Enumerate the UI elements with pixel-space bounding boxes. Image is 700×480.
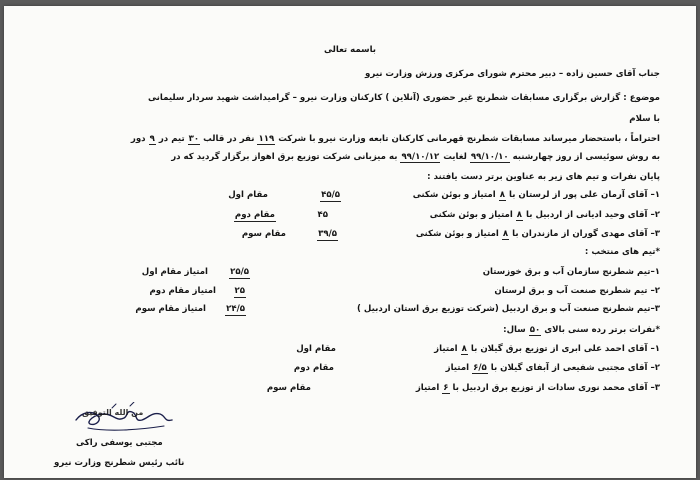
team-place: امتیاز مقام دوم [149,286,216,296]
signer-name: مجتبی یوسفی راکی [76,438,163,448]
teams-heading: *تیم های منتخب : [584,247,660,257]
individual-place: مقام دوم [234,210,275,220]
round-count: ۹ [149,134,155,144]
team-place: امتیاز مقام سوم [135,304,206,314]
individual-label: ۲– آقای وحید ادیانی از اردبیل با ۸ امتیاز و بوئن شکنی [429,210,660,220]
team-score: ۲۴/۵ [226,304,245,314]
team-score: ۲۵/۵ [230,267,249,277]
body-line-2: به روش سوئیسی از روز چهارشنبه ۹۹/۱۰/۱۰ لغایت ۹۹/۱۰/۱۲ به میزبانی شرکت توزیع برق اهواز برگزار گردید که در [171,152,660,162]
letter-page [4,6,696,478]
greeting: با سلام [629,114,660,124]
individual-label: ۱– آقای آرمان علی پور از لرستان با ۸ امتیاز و بوئن شکنی [412,190,660,200]
senior-place: مقام اول [296,344,336,354]
senior-row [4,382,696,396]
individual-label: ۳– آقای مهدی گوران از مازندران با ۸ امتیاز و بوئن شکنی [415,229,660,239]
senior-age: ۵۰ [529,325,541,335]
body-line-3: پایان نفرات و تیم های زیر به عناوین برتر دست یافتند : [427,172,660,182]
participant-count: ۱۱۹ [258,134,275,144]
senior-label: ۱– آقای احمد علی ابری از توزیع برق گیلان با ۸ امتیاز [434,344,660,354]
individual-row [4,228,696,242]
signature-closing: من الله التوفیق [82,408,144,417]
team-row [4,285,696,299]
seniors-heading: *نفرات برتر رده سنی بالای ۵۰ سال: [503,325,660,335]
individual-place: مقام سوم [241,229,286,239]
senior-place: مقام سوم [266,383,311,393]
start-date: ۹۹/۱۰/۱۰ [470,152,509,162]
individual-score: ۳۹/۵ [318,229,337,239]
team-label: ۲– تیم شطرنج صنعت آب و برق لرستان [494,286,660,296]
individual-row [4,209,696,223]
individual-row [4,189,696,203]
team-place: امتیاز مقام اول [141,267,208,277]
body-line-1: احتراماً ، باستحضار میرساند مسابقات شطرنج قهرمانی کارکنان تابعه وزارت نیرو با شرکت ۱۱۹ نفر در قالب ۳۰ تیم در ۹ دور [130,134,660,144]
senior-row [4,343,696,357]
individual-score: ۴۵/۵ [321,190,340,200]
letter-subject: موضوع : گزارش برگزاری مسابقات شطرنج غیر حضوری (آنلاین ) کارکنان وزارت نیرو – گرامیداشت شهید سردار سلیمانی [147,93,660,103]
salutation: باسمه تعالی [323,45,377,55]
team-label: ۳–تیم شطرنج صنعت آب و برق اردبیل (شرکت توزیع برق استان اردبیل ) [357,304,660,314]
recipient-address: جناب آقای حسین زاده – دبیر محترم شورای مرکزی ورزش وزارت نیرو [365,69,660,79]
individual-place: مقام اول [228,190,268,200]
team-label: ۱–تیم شطرنج سازمان آب و برق خوزستان [482,267,660,277]
individual-score: ۴۵ [317,210,328,220]
end-date: ۹۹/۱۰/۱۲ [401,152,440,162]
signer-title: نائب رئیس شطرنج وزارت نیرو [54,458,185,468]
senior-label: ۲– آقای مجتبی شفیعی از آبفای گیلان با ۶/۵ امتیاز [445,363,660,373]
senior-label: ۳– آقای محمد نوری سادات از توزیع برق اردبیل با ۶ امتیاز [415,383,660,393]
team-row [4,266,696,280]
team-score: ۲۵ [234,286,245,296]
team-count: ۳۰ [188,134,200,144]
senior-row [4,362,696,376]
team-row [4,303,696,317]
senior-place: مقام دوم [293,363,334,373]
